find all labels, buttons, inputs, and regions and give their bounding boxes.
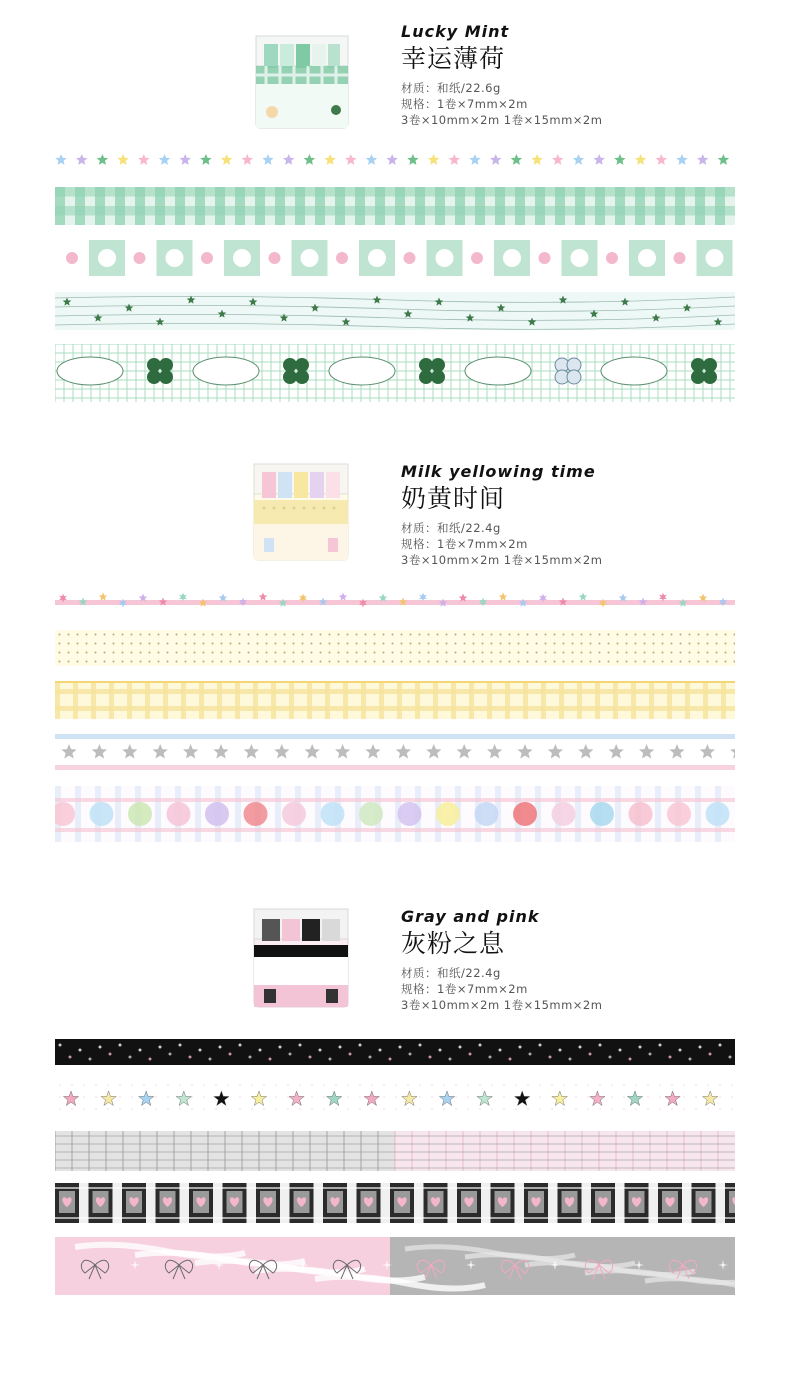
product-section-milk-yellowing	[0, 440, 790, 860]
product-title-en: Lucky Mint	[401, 22, 510, 41]
tape-mint-lines-stars	[55, 292, 735, 330]
tape-black-hearts-plaid	[55, 1183, 735, 1223]
tape-gray-stars	[55, 734, 735, 770]
tape-gray-pink-grid	[55, 1131, 735, 1171]
product-section-lucky-mint	[0, 0, 790, 420]
tape-pastel-stars	[55, 150, 735, 170]
tape-colorful-dots	[55, 786, 735, 842]
product-section-gray-pink	[0, 885, 790, 1315]
product-title-cn: 幸运薄荷	[401, 44, 506, 73]
package-image-gray-pink	[250, 905, 354, 997]
tape-black-sparkles	[55, 1039, 735, 1065]
tape-mint-squares-dots	[55, 238, 735, 278]
tape-yellow-plaid	[55, 681, 735, 719]
spec-size-1: 规格：1卷×7mm×2m	[401, 982, 528, 996]
tape-clover-plaid	[55, 344, 735, 402]
spec-size-2: 3卷×10mm×2m 1卷×15mm×2m	[401, 998, 603, 1012]
tape-yellow-dots	[55, 630, 735, 666]
tape-bows-brush	[55, 1237, 735, 1295]
tape-white-stars	[55, 1080, 735, 1118]
tape-pink-stars	[55, 592, 735, 610]
spec-material: 材质：和纸/22.4g	[401, 521, 501, 535]
package-image-lucky-mint	[250, 30, 354, 122]
spec-size-2: 3卷×10mm×2m 1卷×15mm×2m	[401, 113, 603, 127]
package-image-milk-yellowing	[250, 460, 354, 552]
spec-size-1: 规格：1卷×7mm×2m	[401, 97, 528, 111]
product-title-cn: 灰粉之息	[401, 929, 506, 958]
spec-material: 材质：和纸/22.6g	[401, 81, 501, 95]
spec-size-1: 规格：1卷×7mm×2m	[401, 537, 528, 551]
product-title-cn: 奶黄时间	[401, 484, 506, 513]
product-title-en: Milk yellowing time	[401, 462, 596, 481]
spec-size-2: 3卷×10mm×2m 1卷×15mm×2m	[401, 553, 603, 567]
spec-material: 材质：和纸/22.4g	[401, 966, 501, 980]
product-title-en: Gray and pink	[401, 907, 540, 926]
tape-mint-gingham	[55, 187, 735, 225]
